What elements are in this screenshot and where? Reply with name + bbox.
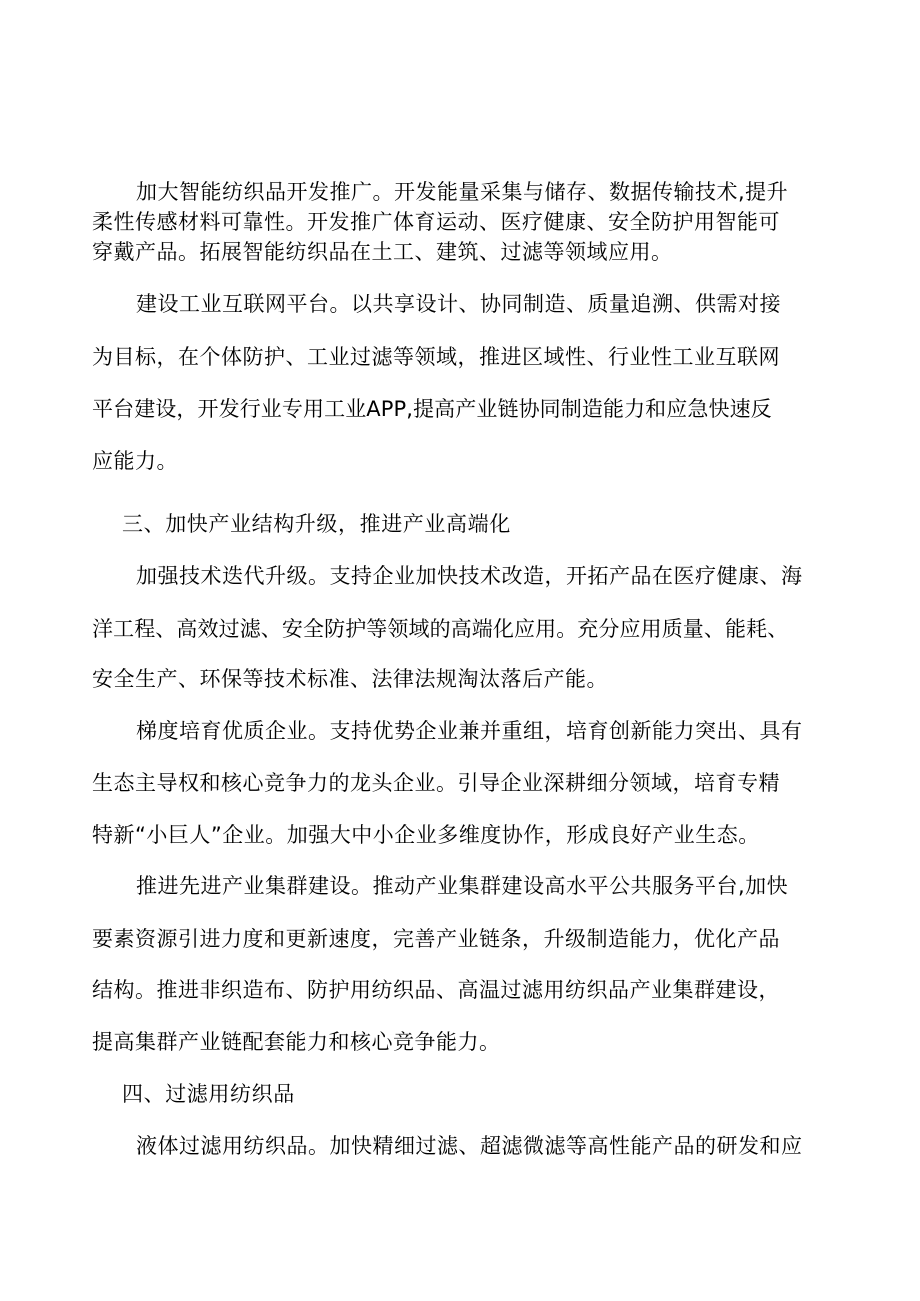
section-heading: 四、过滤用纺织品 [122,1082,295,1106]
paragraph-line: 应能力。 [92,449,178,473]
paragraph-line: 提高集群产业链配套能力和核心竞争能力。 [92,1030,501,1054]
paragraph-line: 为目标，在个体防护、工业过滤等领域，推进区域性、行业性工业互联网 [92,345,780,369]
paragraph-line: 液体过滤用纺织品。加快精细过滤、超滤微滤等高性能产品的研发和应 [136,1134,803,1158]
paragraph-line: 生态主导权和核心竞争力的龙头企业。引导企业深耕细分领域，培育专精 [92,771,780,795]
paragraph-line: 建设工业互联网平台。以共享设计、协同制造、质量追溯、供需对接 [136,292,781,316]
paragraph-line: 加大智能纺织品开发推广。开发能量采集与储存、数据传输技术,提升 [136,180,789,204]
paragraph-line: 柔性传感材料可靠性。开发推广体育运动、医疗健康、安全防护用智能可 [92,210,780,234]
section-heading: 三、加快产业结构升级，推进产业高端化 [122,512,511,536]
paragraph-line: 穿戴产品。拓展智能纺织品在土工、建筑、过滤等领域应用。 [92,240,673,264]
paragraph-line: 加强技术迭代升级。支持企业加快技术改造，开拓产品在医疗健康、海 [136,564,803,588]
paragraph-line: 特新“小巨人”企业。加强大中小企业多维度协作，形成良好产业生态。 [92,823,760,847]
paragraph-line: 梯度培育优质企业。支持优势企业兼并重组，培育创新能力突出、具有 [136,719,803,743]
paragraph-line: 安全生产、环保等技术标准、法律法规淘汰落后产能。 [92,667,608,691]
paragraph-line: 结构。推进非织造布、防护用纺织品、高温过滤用纺织品产业集群建设， [92,978,780,1002]
paragraph-line: 洋工程、高效过滤、安全防护等领域的高端化应用。充分应用质量、能耗、 [92,617,789,641]
paragraph-line: 平台建设，开发行业专用工业APP,提高产业链协同制造能力和应急快速反 [92,397,772,421]
paragraph-line: 推进先进产业集群建设。推动产业集群建设高水平公共服务平台,加快 [136,874,789,898]
paragraph-line: 要素资源引进力度和更新速度，完善产业链条，升级制造能力，优化产品 [92,927,780,951]
